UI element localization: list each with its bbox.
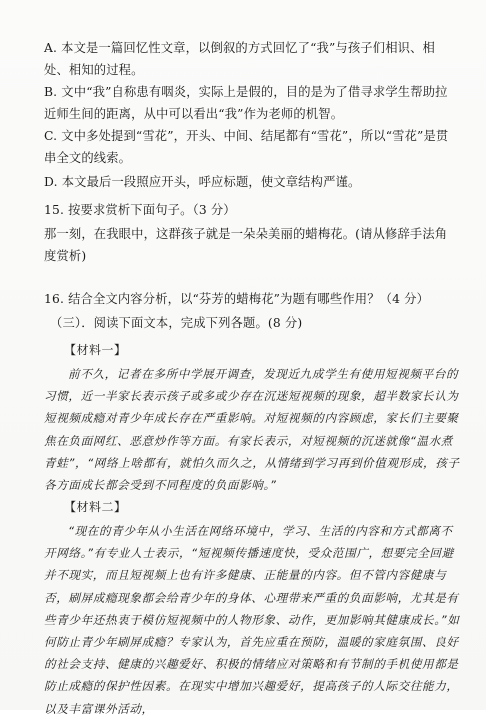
question-16-prompt: 16. 结合全文内容分析，以“芬芳的蜡梅花”为题有哪些作用？（4 分） [44,292,430,306]
question-15-prompt: 15. 按要求赏析下面句子。（3 分） [44,203,236,217]
material-1-title: 【材料一】 [64,343,127,357]
section-3-heading: （三）．阅读下面文本，完成下列各题。(8 分) [50,316,303,330]
material-1-body: 前不久，记者在多所中学展开调查，发现近九成学生有使用短视频平台的习惯，近一半家长表示孩子或多或少存在沉迷短视频的现象，超半数家长认为短视频成瘾对青少年成长存在严重影响。对短视频的内容顾虑，家长们主要聚焦在负面网红、恶意炒作等方面。有家长表示，对短视频的沉迷就像“温水煮青蛙”，“网络上啥都有，就怕久而久之，从情绪到学习再到价值观形成，孩子各方面成长都会受到不同程度的负面影响。” [44,367,460,493]
material-2-title: 【材料二】 [64,500,127,514]
option-b: B. 文中“我”自称患有咽炎，实际上是假的，目的是为了借寻求学生帮助拉近师生间的距离，从中可以看出“我”作为老师的机智。 [44,85,448,121]
question-15-sentence: 那一刻，在我眼中，这群孩子就是一朵朵美丽的蜡梅花。(请从修辞手法角度赏析) [44,227,448,263]
option-c: C. 文中多处提到“雪花”，开头、中间、结尾都有“雪花”，所以“雪花”是贯串全文的线索。 [44,129,449,165]
option-d: D. 本文最后一段照应开头，呼应标题，使文章结构严谨。 [44,175,361,189]
option-a: A. 本文是一篇回忆性文章，以倒叙的方式回忆了“我”与孩子们相识、相处、相知的过程。 [44,41,435,77]
material-2-body: “现在的青少年从小生活在网络环境中，学习、生活的内容和方式都离不开网络。”有专业人士表示，“短视频传播速度快，受众范围广，想要完全回避并不现实，而且短视频上也有许多健康、正能量的内容。但不管内容健康与否，刷屏成瘾现象都会给青少年的身体、心理带来严重的负面影响，尤其是有些青少年还热衷于模仿短视频中的人物形象、动作，更加影响其健康成长。”如何防止青少年刷屏成瘾？专家认为，首先应重在预防，温暖的家庭氛围、良好的社会支持、健康的兴趣爱好、积极的情绪应对策略和有节制的手机使用都是防止成瘾的保护性因素。在现实中增加兴趣爱好，提高孩子的人际交往能力，以及丰富课外活动， [44,524,460,716]
